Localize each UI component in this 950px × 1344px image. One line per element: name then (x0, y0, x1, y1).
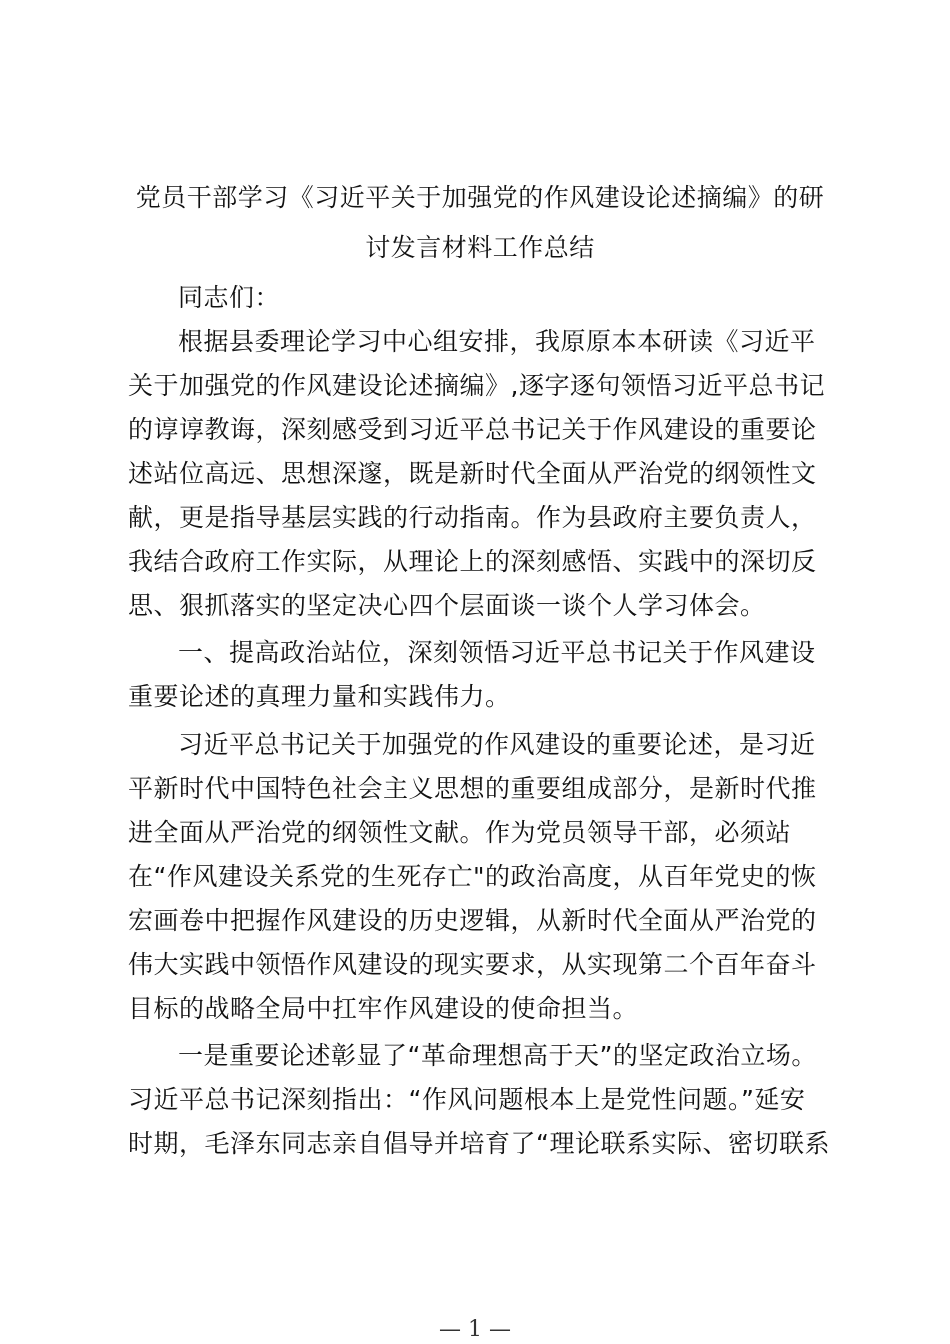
paragraph-line: 习近平总书记关于加强党的作风建设的重要论述，是习近 (178, 730, 816, 759)
paragraph-line: 时期，毛泽东同志亲自倡导并培育了“理论联系实际、密切联系 (128, 1129, 830, 1158)
paragraph-line: 目标的战略全局中扛牢作风建设的使命担当。 (128, 994, 639, 1023)
paragraph-line: 的谆谆教诲，深刻感受到习近平总书记关于作风建设的重要论 (128, 415, 817, 444)
paragraph-line: 一是重要论述彰显了“革命理想高于天”的坚定政治立场。 (178, 1041, 817, 1070)
document-title-line-1: 党员干部学习《习近平关于加强党的作风建设论述摘编》的研 (135, 183, 825, 212)
section-heading-line: 一、提高政治站位，深刻领悟习近平总书记关于作风建设 (178, 638, 816, 667)
paragraph-line: 在“作风建设关系党的生死存亡"的政治高度，从百年党史的恢 (128, 862, 817, 891)
paragraph-line: 进全面从严治党的纲领性文献。作为党员领导干部，必须站 (128, 818, 792, 847)
paragraph-line: 献，更是指导基层实践的行动指南。作为县政府主要负责人， (128, 503, 817, 532)
paragraph-line: 思、狠抓落实的坚定决心四个层面谈一谈个人学习体会。 (128, 591, 766, 620)
paragraph-line: 我结合政府工作实际，从理论上的深刻感悟、实践中的深切反 (128, 547, 817, 576)
paragraph-line: 根据县委理论学习中心组安排，我原原本本研读《习近平 (178, 327, 816, 356)
paragraph-line: 伟大实践中领悟作风建设的现实要求，从实现第二个百年奋斗 (128, 950, 817, 979)
section-heading-line: 重要论述的真理力量和实践伟力。 (128, 682, 511, 711)
paragraph-line: 平新时代中国特色社会主义思想的重要组成部分，是新时代推 (128, 774, 817, 803)
paragraph-line: 宏画卷中把握作风建设的历史逻辑，从新时代全面从严治党的 (128, 906, 817, 935)
page-number: — 1 — (439, 1317, 511, 1342)
paragraph-line: 述站位高远、思想深邃，既是新时代全面从严治党的纲领性文 (128, 459, 817, 488)
paragraph-line: 关于加强党的作风建设论述摘编》,逐字逐句领悟习近平总书记 (128, 371, 825, 400)
document-title-line-2: 讨发言材料工作总结 (365, 233, 595, 262)
salutation: 同志们： (178, 283, 281, 312)
paragraph-line: 习近平总书记深刻指出：“作风问题根本上是党性问题。”延安 (128, 1085, 806, 1114)
